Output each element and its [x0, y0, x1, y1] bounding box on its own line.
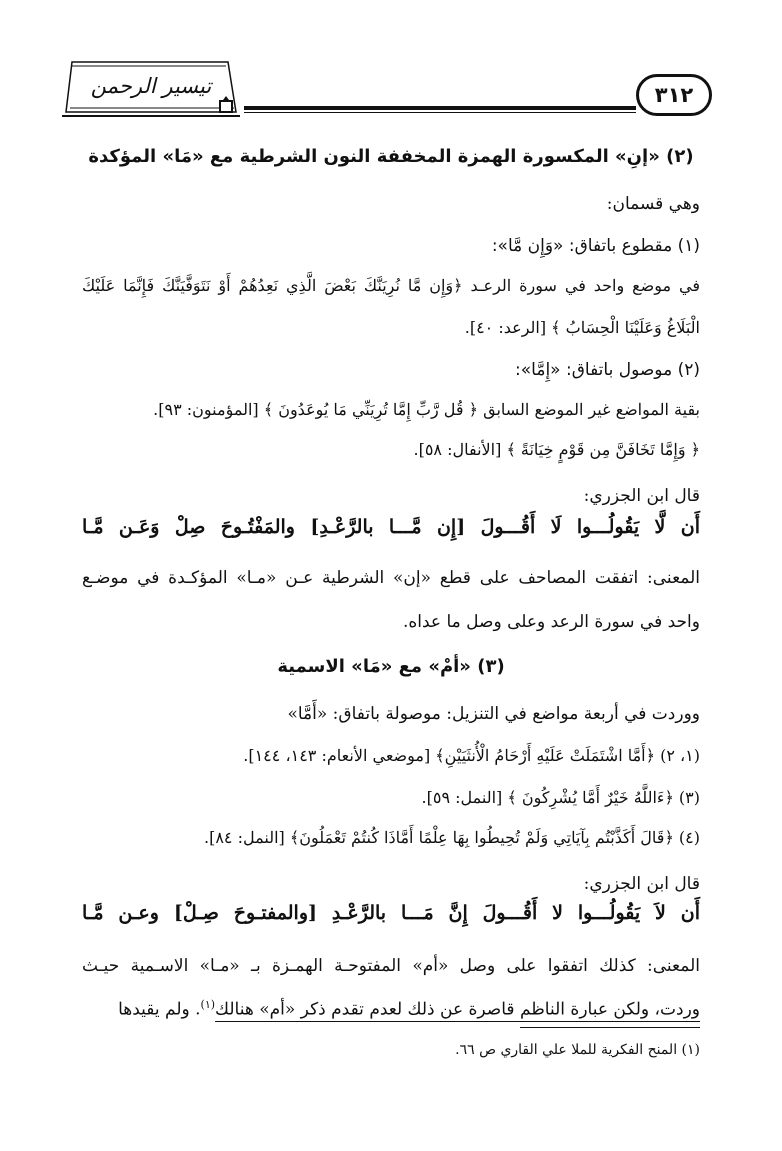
text-line: واحد في سورة الرعد وعلى وصل ما عداه.	[402, 612, 700, 632]
poem-intro: قال ابن الجزري:	[583, 486, 700, 506]
poem-verse: أَن لَّا يَقُولُـــوا لَا أَقُـــولَ [إِن مَّـــا بالرَّعْـدِ] والمَفْتُـوحَ صِلْ وَعَـن مَّـا	[82, 516, 700, 538]
subheading-maqtu: (١) مقطوع باتفاق: «وَإِن مَّا»:	[491, 236, 700, 256]
poem-verse: أَن لاَ يَقُولُـــوا لا أَقُـــولَ إِنَّ مَـــا بالرَّعْـدِ [والمفتـوحَ صِـلْ] وعـن مَّـا	[82, 902, 700, 924]
header-rule-thin	[244, 112, 636, 113]
underlined-phrase: وردت، ولكن عبارة الناظم قاصرة عن ذلك لعدم تقدم ذكر «أم» هنالك	[215, 999, 700, 1020]
page-number: ٣١٢	[636, 74, 712, 116]
text-line: ﴿ وَإِمَّا تَخَافَنَّ مِن قَوْمٍ خِيَانَةً ﴾ [الأنفال: ٥٨].	[413, 440, 700, 459]
text-line: ووردت في أربعة مواضع في التنزيل: موصولة باتفاق: «أَمَّا»	[287, 704, 700, 724]
section-heading-2: (٢) «إنِ» المكسورة الهمزة المخففة النون الشرطية مع «مَا» المؤكدة	[88, 146, 694, 167]
text-line: (٣) ﴿ءَاللَّهُ خَيْرٌ أَمَّا يُشْرِكُونَ ﴾ [النمل: ٥٩].	[421, 788, 700, 807]
footnote-marker[interactable]: (١)	[200, 998, 216, 1011]
subheading-mawsul: (٢) موصول باتفاق: «إِمَّا»:	[515, 360, 700, 380]
text-line: (١، ٢) ﴿أَمَّا اشْتَمَلَتْ عَلَيْهِ أَرْحَامُ الْأُنثَيَيْنِ﴾ [موضعي الأنعام: ١٤٣، ١٤٤].	[243, 746, 700, 765]
text-line: (٤) ﴿قَالَ أَكَذَّبْتُم بِآيَاتِي وَلَمْ تُحِيطُوا بِهَا عِلْمًا أَمَّاذَا كُنتُمْ تَعْمَلُونَ﴾ [النمل: ٨٤].	[204, 828, 700, 847]
text-line	[118, 998, 700, 1020]
text-fragment: . ولم يقيدها	[118, 999, 201, 1020]
header-rule	[244, 106, 636, 110]
footnote: (١) المنح الفكرية للملا علي القاري ص ٦٦.	[455, 1042, 700, 1058]
text-line: وهي قسمان:	[606, 194, 700, 214]
text-line: المعنى: اتفقت المصاحف على قطع «إن» الشرطية عـن «مـا» المؤكـدة في موضـع	[82, 568, 700, 588]
poem-intro: قال ابن الجزري:	[583, 874, 700, 894]
section-heading-3: (٣) «أمْ» مع «مَا» الاسمية	[277, 656, 505, 677]
text-line: بقية المواضع غير الموضع السابق ﴿ قُل رَّبِّ إِمَّا تُرِيَنِّي مَا يُوعَدُونَ ﴾ [المؤمنون: ٩٣].	[153, 400, 700, 419]
book-title: تيسير الرحمن	[90, 74, 212, 98]
footnote-rule	[520, 1027, 700, 1028]
book-ornament-icon	[218, 96, 234, 114]
text-line: في موضع واحد في سورة الرعـد ﴿وَإِن مَّا نُرِيَنَّكَ بَعْضَ الَّذِي نَعِدُهُمْ أَوْ نَتَوَفَّيَنَّكَ فَإِنَّمَا عَلَيْكَ	[82, 276, 700, 295]
text-line: الْبَلَاغُ وَعَلَيْنَا الْحِسَابُ ﴾ [الرعد: ٤٠].	[464, 318, 700, 337]
text-line: المعنى: كذلك اتفقوا على وصل «أم» المفتوحـة الهمـزة بـ «مـا» الاسـمية حيـث	[82, 956, 700, 976]
